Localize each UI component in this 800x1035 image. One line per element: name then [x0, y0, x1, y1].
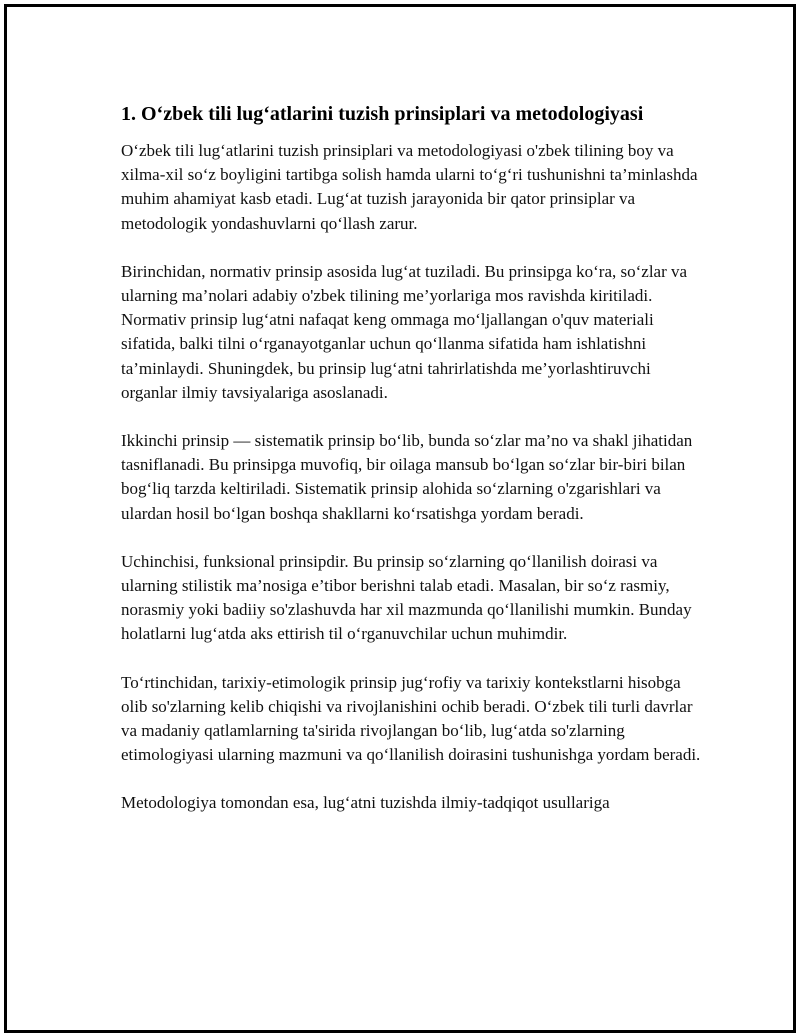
paragraph-normative-principle: Birinchidan, normativ prinsip asosida lug‘at tuziladi. Bu prinsipga ko‘ra, so‘zlar va ularning ma’nolari adabiy o'zbek tilining me’yorlariga mos ravishda kiritiladi. Normativ prinsip lug‘atni nafaqat keng ommaga mo‘ljallangan o'quv materiali sifatida, balki tilni o‘rganayotganlar uchun qo‘llanma sifatida ham ishlatishni ta’minlaydi. Shuningdek, bu prinsip lug‘atni tahrirlatishda me’yorlashtiruvchi organlar ilmiy tavsiyalariga asoslanadi. — [121, 261, 688, 402]
paragraph-functional-principle: Uchinchisi, funksional prinsipdir. Bu prinsip so‘zlarning qo‘llanilish doirasi va ularning stilistik ma’nosiga e’tibor berishni talab etadi. Masalan, bir so‘z rasmiy, norasmiy yoki badiiy so'zlashuvda har xil mazmunda qo‘llanilishi mumkin. Bunday holatlarni lug‘atda aks ettirish til o‘rganuvchilar uchun muhimdir. — [121, 551, 692, 644]
paragraph-historical-etymological-principle: To‘rtinchidan, tarixiy-etimologik prinsip jug‘rofiy va tarixiy kontekstlarni hisobga olib so'zlarning kelib chiqishi va rivojlanishini ochib beradi. O‘zbek tili turli davrlar va madaniy qatlamlarning ta'sirida rivojlangan bo‘lib, lug‘atda so'zlarning etimologiyasi ularning mazmuni va qo‘llanilish doirasini tushunishga yordam beradi. — [121, 672, 701, 765]
document-page — [4, 4, 796, 1033]
section-heading: 1. O‘zbek tili lug‘atlarini tuzish prinsiplari va metodologiyasi — [121, 103, 644, 125]
paragraph-systematic-principle: Ikkinchi prinsip — sistematik prinsip bo‘lib, bunda so‘zlar ma’no va shakl jihatidan tasniflanadi. Bu prinsipga muvofiq, bir oilaga mansub bo‘lgan so‘zlar bir-biri bilan bog‘liq tarzda keltiriladi. Sistematik prinsip alohida so‘zlarning o'zgarishlari va ulardan hosil bo‘lgan boshqa shakllarni ko‘rsatishga yordam beradi. — [121, 431, 693, 523]
document-body — [121, 101, 701, 840]
paragraph-methodology: Metodologiya tomondan esa, lug‘atni tuzishda ilmiy-tadqiqot usullariga — [121, 793, 610, 813]
paragraph-intro: O‘zbek tili lug‘atlarini tuzish prinsiplari va metodologiyasi o'zbek tilining boy va xilma-xil so‘z boyligini tartibga solish hamda ularni to‘g‘ri tushunishni ta’minlashda muhim ahamiyat kasb etadi. Lug‘at tuzish jarayonida bir qator prinsiplar va metodologik yondashuvlarni qo‘llash zarur. — [121, 141, 698, 233]
